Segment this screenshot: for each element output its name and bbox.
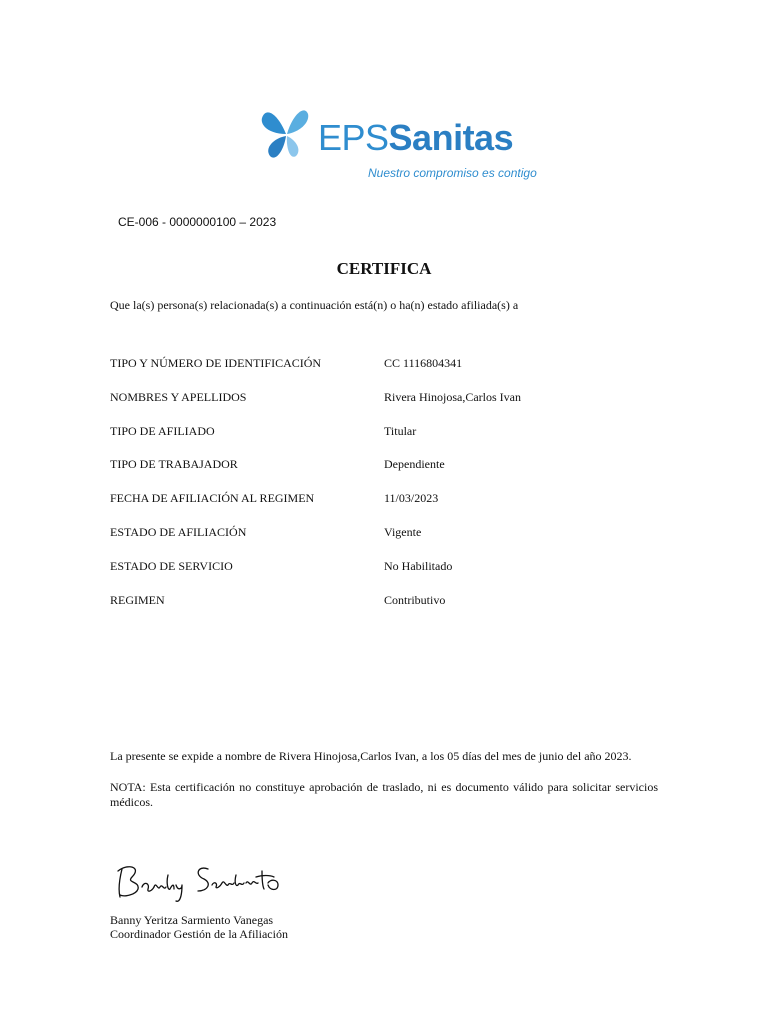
eps-sanitas-logo	[258, 100, 537, 190]
detail-value: CC 1116804341	[384, 356, 463, 370]
detail-row-affiliate-type	[110, 424, 670, 458]
detail-value: Contributivo	[384, 592, 446, 607]
issued-statement: La presente se expide a nombre de Rivera Hinojosa,Carlos Ivan, a los 05 días del mes de junio del año 2023.	[110, 749, 632, 763]
detail-label: REGIMEN	[110, 592, 165, 607]
detail-label: FECHA DE AFILIACIÓN AL REGIMEN	[110, 491, 315, 506]
detail-row-affiliation-status	[110, 525, 670, 559]
detail-row-identification	[110, 356, 670, 390]
page-title: CERTIFICA	[336, 259, 432, 278]
detail-label: TIPO DE TRABAJADOR	[110, 457, 238, 472]
detail-value: Titular	[384, 423, 417, 438]
signer-name: Banny Yeritza Sarmiento Vanegas	[110, 913, 274, 927]
detail-label: ESTADO DE SERVICIO	[110, 558, 233, 573]
detail-label: NOMBRES Y APELLIDOS	[110, 389, 247, 404]
detail-value: No Habilitado	[384, 558, 453, 573]
detail-row-affiliation-date	[110, 491, 670, 525]
butterfly-icon	[258, 104, 314, 164]
brand-name	[318, 118, 513, 158]
detail-label: TIPO Y NÚMERO DE IDENTIFICACIÓN	[110, 356, 322, 370]
handwritten-signature	[112, 855, 292, 905]
detail-value: 11/03/2023	[384, 491, 439, 506]
detail-label: ESTADO DE AFILIACIÓN	[110, 524, 247, 539]
brand-eps: EPS	[318, 117, 389, 158]
detail-row-service-status	[110, 559, 670, 593]
detail-row-regime	[110, 593, 670, 627]
detail-row-names	[110, 390, 670, 424]
detail-row-worker-type	[110, 457, 670, 491]
disclaimer-note: NOTA: Esta certificación no constituye aprobación de traslado, ni es documento válido para solicitar servicios médicos.	[110, 780, 658, 809]
detail-value: Dependiente	[384, 457, 445, 472]
brand-sanitas: Sanitas	[388, 117, 514, 158]
affiliation-details	[110, 356, 670, 626]
detail-value: Rivera Hinojosa,Carlos Ivan	[384, 389, 521, 404]
intro-text: Que la(s) persona(s) relacionada(s) a continuación está(n) o ha(n) estado afiliada(s) a	[110, 298, 519, 312]
signer-block	[110, 913, 288, 941]
signer-role: Coordinador Gestión de la Afiliación	[110, 927, 288, 941]
detail-label: TIPO DE AFILIADO	[110, 423, 215, 438]
certificate-reference: CE-006 - 0000000100 – 2023	[118, 215, 277, 229]
detail-value: Vigente	[384, 524, 422, 539]
brand-tagline: Nuestro compromiso es contigo	[368, 166, 537, 180]
